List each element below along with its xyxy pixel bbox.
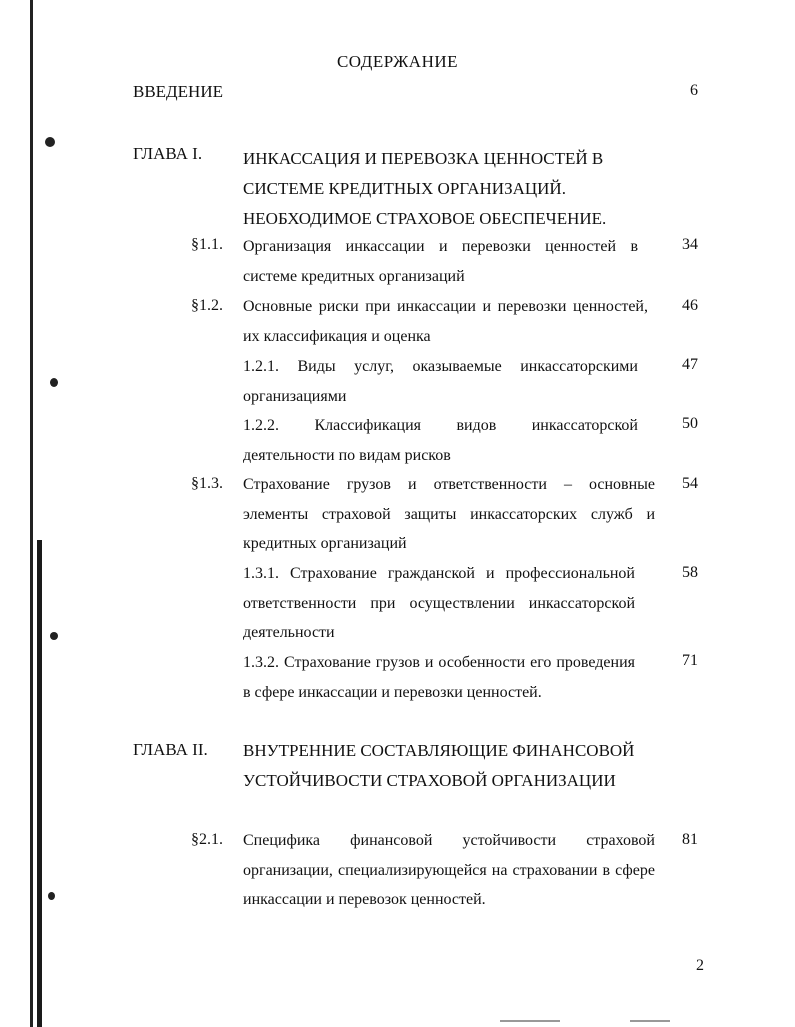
section-number: §2.1.	[191, 831, 223, 848]
scan-speck	[45, 137, 55, 147]
chapter-1-label: ГЛАВА I.	[133, 144, 203, 163]
scan-edge-line	[30, 0, 33, 1027]
subsection-page: 50	[682, 415, 698, 432]
intro-label: ВВЕДЕНИЕ	[133, 82, 223, 101]
section-page: 54	[682, 475, 698, 492]
subsection-page: 71	[682, 652, 698, 669]
subsection-text: 1.2.1. Виды услуг, оказываемые инкассаторскими организациями	[243, 358, 638, 405]
subsection-text: 1.3.2. Страхование грузов и особенности его проведения в сфере инкассации и перевозки ценностей.	[243, 654, 635, 701]
chapter-2-title: ВНУТРЕННИЕ СОСТАВЛЯЮЩИЕ ФИНАНСОВОЙ УСТОЙЧИВОСТИ СТРАХОВОЙ ОРГАНИЗАЦИИ	[243, 741, 635, 790]
page-number: 2	[696, 957, 704, 974]
section-number: §1.3.	[191, 475, 223, 492]
scan-edge-thick	[37, 540, 42, 1027]
section-text: Страхование грузов и ответственности – основные элементы страховой защиты инкассаторских служб и кредитных организаций	[243, 476, 655, 552]
intro-page: 6	[690, 82, 698, 99]
section-number: §1.2.	[191, 297, 223, 314]
scan-smudge	[500, 1020, 560, 1022]
chapter-1-title: ИНКАССАЦИЯ И ПЕРЕВОЗКА ЦЕННОСТЕЙ В СИСТЕМЕ КРЕДИТНЫХ ОРГАНИЗАЦИЙ. НЕОБХОДИМОЕ СТРАХОВОЕ ОБЕСПЕЧЕНИЕ.	[243, 149, 607, 228]
scan-speck	[50, 632, 58, 640]
subsection-page: 47	[682, 356, 698, 373]
section-page: 81	[682, 831, 698, 848]
section-page: 34	[682, 236, 698, 253]
scan-speck	[50, 378, 58, 387]
subsection-text: 1.3.1. Страхование гражданской и профессиональной ответственности при осуществлении инкассаторской деятельности	[243, 565, 635, 641]
subsection-text: 1.2.2. Классификация видов инкассаторской деятельности по видам рисков	[243, 417, 638, 464]
section-text: Специфика финансовой устойчивости страховой организации, специализирующейся на страховании в сфере инкассации и перевозок ценностей.	[243, 832, 655, 908]
section-text: Основные риски при инкассации и перевозки ценностей, их классификация и оценка	[243, 298, 648, 345]
chapter-2-label: ГЛАВА II.	[133, 740, 208, 759]
subsection-page: 58	[682, 564, 698, 581]
scan-speck	[48, 892, 55, 900]
section-page: 46	[682, 297, 698, 314]
page-title: СОДЕРЖАНИЕ	[336, 52, 459, 71]
section-number: §1.1.	[191, 236, 223, 253]
section-text: Организация инкассации и перевозки ценностей в системе кредитных организаций	[243, 238, 638, 285]
scan-smudge	[630, 1020, 670, 1022]
